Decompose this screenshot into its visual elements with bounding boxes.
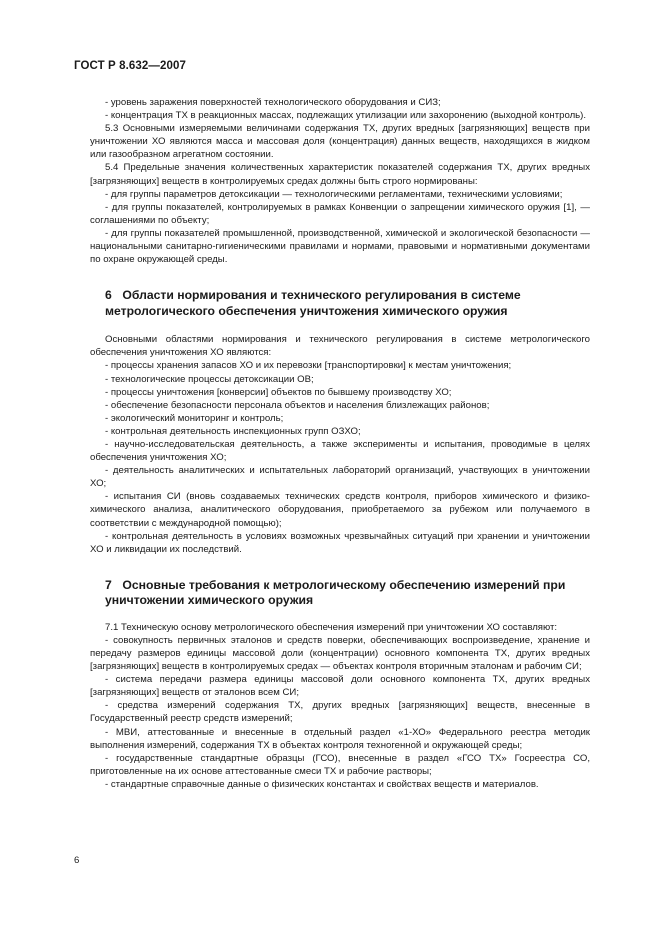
section-title: Основные требования к метрологическому обеспечению измерений при уничтожении химического оружия xyxy=(105,577,566,608)
list-item: - процессы хранения запасов ХО и их перевозки [транспортировки] к местам уничтожения; xyxy=(105,360,512,372)
list-item: - технологические процессы детоксикации ОВ; xyxy=(105,373,314,385)
document-header: ГОСТ Р 8.632—2007 xyxy=(74,60,186,72)
list-item: - средства измерений содержания ТХ, других вредных [загрязняющих] веществ, внесенные в Государственный реестр средств измерений; xyxy=(90,700,590,725)
list-item: - научно-исследовательская деятельность, а также эксперименты и испытания, проводимые в целях обеспечения уничтожения ХО; xyxy=(90,438,590,464)
paragraph: 7.1 Техническую основу метрологического обеспечения измерений при уничтожении ХО составляют: xyxy=(105,621,558,633)
paragraph: - уровень заражения поверхностей технологического оборудования и СИЗ; xyxy=(105,97,441,108)
document-body xyxy=(90,96,590,791)
list-item: - совокупность первичных эталонов и средств поверки, обеспечивающих воспроизведение, хранение и передачу размеров единицы массовой доли (концентрации) основного компонента ТХ, других вредных [загрязняющих] веществ в контролируемых средах — объектах контроля вторичным эталонам и рабочим СИ; xyxy=(90,634,590,673)
list-item: - экологический мониторинг и контроль; xyxy=(105,412,284,424)
section-6-heading xyxy=(90,288,590,319)
paragraph: - для группы параметров детоксикации — технологическими регламентами, техническими условиями; xyxy=(105,188,563,200)
list-item: - испытания СИ (вновь создаваемых технических средств контроля, приборов химического и физико-химического анализа, аналитического оборудования, приобретаемого за рубежом или получаемого в соответствии с международной помощью); xyxy=(90,491,590,529)
paragraph: - концентрация ТХ в реакционных массах, подлежащих утилизации или захоронению (выходной контроль). xyxy=(105,110,587,122)
list-item: - стандартные справочные данные о физических константах и свойствах веществ и материалов. xyxy=(105,778,539,790)
paragraph: 5.3 Основными измеряемыми величинами содержания ТХ, других вредных [загрязняющих] веществ при уничтожении ХО являются масса и массовая доля (концентрация) данных веществ, находящихся в жидком или газообразном агрегатном состоянии. xyxy=(90,123,590,161)
section-title: Области нормирования и технического регулирования в системе метрологического обеспечения уничтожения химического оружия xyxy=(105,288,521,318)
section-number: 7 xyxy=(105,577,112,592)
section-number: 6 xyxy=(105,288,112,303)
list-item: - процессы уничтожения [конверсии] объектов по бывшему производству ХО; xyxy=(105,386,452,398)
page-number: 6 xyxy=(74,855,80,866)
section-7-heading xyxy=(90,578,590,609)
list-item: - контрольная деятельность инспекционных групп ОЗХО; xyxy=(105,425,361,437)
list-item: - МВИ, аттестованные и внесенные в отдельный раздел «1-ХО» Федерального реестра методик выполнения измерений, содержания ТХ в объектах контроля техногенной и окружающей среды; xyxy=(90,726,590,751)
paragraph: - для группы показателей промышленной, производственной, химической и экологической безопасности — национальными санитарно-гигиеническими правилами и нормами, правовыми и нормативными документами по охране окружающей среды. xyxy=(90,227,590,266)
paragraph: - для группы показателей, контролируемых в рамках Конвенции о запрещении химического оружия [1], — соглашениями по объекту; xyxy=(90,201,590,226)
list-item: - контрольная деятельность в условиях возможных чрезвычайных ситуаций при хранении и уничтожении ХО и ликвидации их последствий. xyxy=(90,530,590,555)
list-item: - деятельность аналитических и испытательных лабораторий организаций, участвующих в уничтожении ХО; xyxy=(90,465,590,490)
paragraph: 5.4 Предельные значения количественных характеристик показателей содержания ТХ, других вредных [загрязняющих] веществ в контролируемых средах должны быть строго нормированы: xyxy=(90,162,590,187)
paragraph: Основными областями нормирования и технического регулирования в системе метрологического обеспечения уничтожения ХО являются: xyxy=(90,334,590,359)
list-item: - государственные стандартные образцы (ГСО), внесенные в раздел «ГСО ТХ» Госреестра СО, приготовленные на их основе аттестованные смеси ТХ и рабочие растворы; xyxy=(90,752,590,777)
list-item: - обеспечение безопасности персонала объектов и населения близлежащих районов; xyxy=(105,399,490,411)
list-item: - система передачи размера единицы массовой доли основного компонента ТХ, других вредных [загрязняющих] веществ от эталонов всем СИ; xyxy=(90,674,590,699)
